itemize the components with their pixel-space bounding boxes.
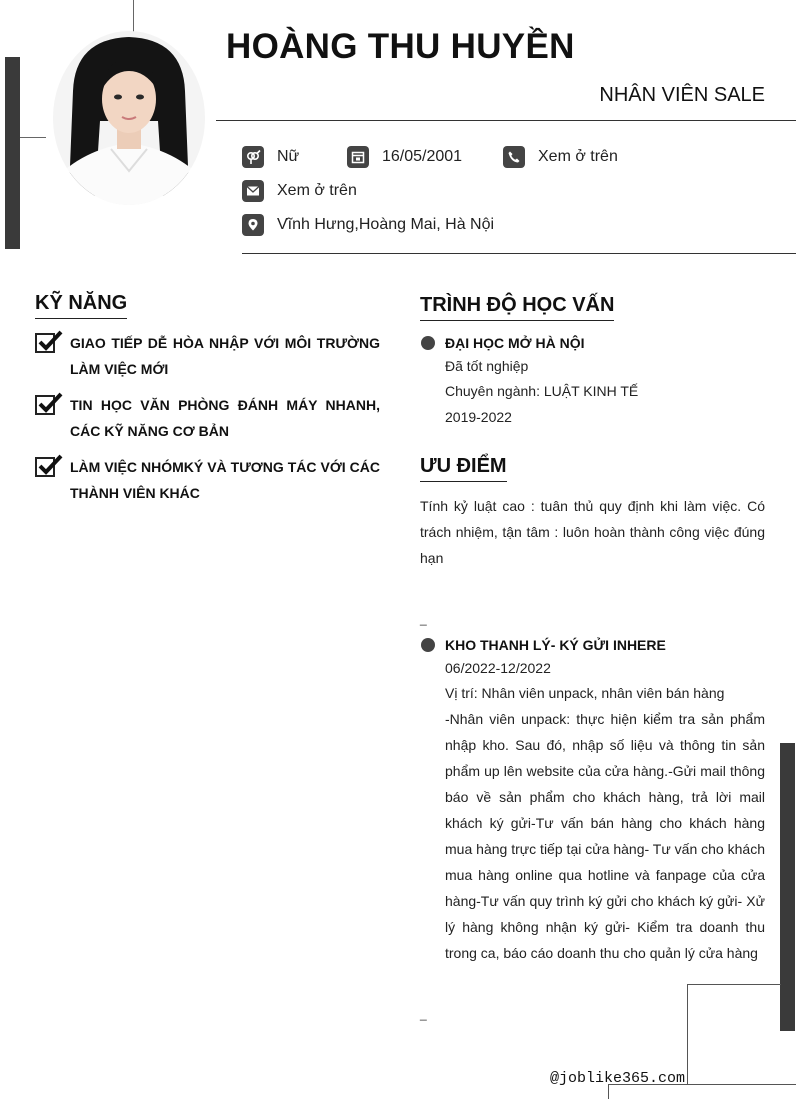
check-icon	[35, 392, 63, 416]
skill-item	[35, 330, 380, 382]
address-value: Vĩnh Hưng,Hoàng Mai, Hà Nội	[277, 216, 495, 233]
skills-title: KỸ NĂNG	[35, 292, 127, 319]
email-row	[242, 180, 357, 202]
mail-icon	[242, 180, 264, 202]
bottom-right-frame	[687, 984, 781, 1084]
email-value: Xem ở trên	[277, 182, 357, 199]
skill-item	[35, 454, 380, 506]
strengths-text: Tính kỷ luật cao : tuân thủ quy định khi làm việc. Có trách nhiệm, tận tâm : luôn hoàn thành công việc đúng hạn	[420, 498, 765, 566]
experience-bullet	[421, 638, 435, 652]
separator: _	[420, 1007, 427, 1021]
experience-position: Vị trí: Nhân viên unpack, nhân viên bán hàng	[445, 685, 725, 701]
skill-label: LÀM VIỆC NHÓMKÝ VÀ TƯƠNG TÁC VỚI CÁC THÀNH VIÊN KHÁC	[70, 459, 380, 501]
contact-divider	[242, 253, 796, 254]
birthday-row	[347, 146, 462, 168]
experience-description: -Nhân viên unpack: thực hiện kiểm tra sản phẩm nhập kho. Sau đó, nhập số liệu và thông tin sản phẩm up lên website của cửa hàng.-Gửi mail thông báo về sản phẩm cho khách hàng, trả lời mail khách ký gửi-Tư vấn bán hàng cho khách hàng mua hàng trực tiếp tại cửa hàng- Tư vấn cho khách mua hàng online qua hotline và fanpage của cửa hàng-Tư vấn quy trình ký gửi cho khách ký gửi- Xử lý hàng không nhận ký gửi- Kiểm tra doanh thu trong ca, báo cáo doanh thu cho quản lý cửa hàng	[445, 711, 765, 961]
strengths-title: ƯU ĐIỂM	[420, 455, 507, 482]
company-name: KHO THANH LÝ- KÝ GỬI INHERE	[445, 637, 666, 653]
phone-icon	[503, 146, 525, 168]
education-years: 2019-2022	[445, 409, 512, 425]
separator: _	[420, 612, 427, 626]
school-name: ĐẠI HỌC MỞ HÀ NỘI	[445, 335, 585, 351]
gender-value: Nữ	[277, 148, 300, 165]
education-major: Chuyên ngành: LUẬT KINH TẾ	[445, 383, 639, 399]
phone-row	[503, 146, 618, 168]
education-title: TRÌNH ĐỘ HỌC VẤN	[420, 294, 614, 321]
skill-label: GIAO TIẾP DỄ HÒA NHẬP VỚI MÔI TRƯỜNG LÀM VIỆC MỚI	[70, 335, 380, 377]
avatar	[53, 31, 205, 205]
left-horizontal-line	[20, 137, 46, 138]
skill-label: TIN HỌC VĂN PHÒNG ĐÁNH MÁY NHANH, CÁC KỸ NĂNG CƠ BẢN	[70, 397, 380, 439]
skill-item	[35, 392, 380, 444]
education-bullet	[421, 336, 435, 350]
check-icon	[35, 454, 63, 478]
check-icon	[35, 330, 63, 354]
gender-icon	[242, 146, 264, 168]
calendar-icon	[347, 146, 369, 168]
experience-period: 06/2022-12/2022	[445, 660, 551, 676]
address-row	[242, 214, 494, 236]
gender-row	[242, 146, 299, 168]
education-status: Đã tốt nghiệp	[445, 358, 529, 374]
phone-value: Xem ở trên	[538, 148, 618, 165]
job-title: NHÂN VIÊN SALE	[599, 84, 765, 106]
watermark-text: @joblike365.com	[550, 1070, 686, 1087]
header-divider	[216, 120, 796, 121]
birthday-value: 16/05/2001	[382, 148, 463, 165]
candidate-name: HOÀNG THU HUYỀN	[226, 27, 575, 66]
right-accent-bar	[780, 743, 795, 1031]
left-accent-bar	[5, 57, 20, 249]
location-icon	[242, 214, 264, 236]
